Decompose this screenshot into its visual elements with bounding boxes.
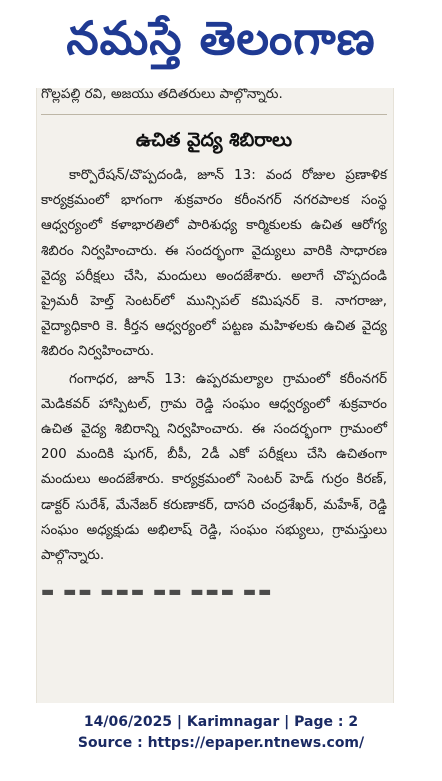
next-article-cutoff: ▬ ▬▬ ▬▬▬ ▬▬ ▬▬▬ ▬▬ — [41, 584, 274, 601]
news-clipping — [36, 88, 394, 703]
footer-date-edition: 14/06/2025 | Karimnagar | Page : 2 — [83, 714, 359, 730]
article-paragraph-2: గంగాధర, జూన్ 13: ఉప్పరమల్యాల గ్రామంలో కరీంనగర్ మెడికవర్ హాస్పిటల్, గ్రామ రెడ్డి సంఘం ఆధ్వర్యంలో శుక్రవారం ఉచిత వైద్య శిబిరాన్ని నిర్వహించారు. ఈ సందర్భంగా గ్రామంలో 200 మందికి షుగర్, బీపీ, 2డీ ఎకో పరీక్షలు చేసి ఉచితంగా మందులు అందజేశారు. కార్యక్రమంలో సెంటర్ హెడ్ గుర్రం కిరణ్, డాక్టర్ సురేశ్, మేనేజర్ కరుణాకర్, దాసరి చంద్రశేఖర్, మహేశ్, రెడ్డి సంఘం అధ్యక్షుడు అభిలాష్ రెడ్డి, సంఘం సభ్యులు, గ్రామస్తులు పాల్గొన్నారు. — [41, 370, 387, 564]
footer-source: Source : https://epaper.ntnews.com/ — [77, 735, 365, 751]
masthead-logo: నమస్తే తెలంగాణ — [66, 11, 376, 65]
previous-article-line: గొల్లపల్లి రవి, అజయు తదితరులు పాల్గొన్నారు. — [41, 88, 283, 102]
footer — [0, 712, 442, 754]
masthead — [0, 0, 442, 88]
article-paragraph-1: కార్పొరేషన్/చొప్పదండి, జూన్ 13: వంద రోజుల ప్రణాళిక కార్యక్రమంలో భాగంగా శుక్రవారం కరీంనగర్ నగరపాలక సంస్థ ఆధ్వర్యంలో కళాభారతిలో పారిశుధ్య కార్మికులకు ఉచిత ఆరోగ్య శిబిరం నిర్వహించారు. ఈ సందర్భంగా వైద్యులు వారికి సాధారణ వైద్య పరీక్షలు చేసి, మందులు అందజేశారు. అలాగే చొప్పదండి ప్రైమరీ హెల్త్ సెంటర్‌లో మున్సిపల్ కమిషనర్ కె. నాగరాజు, వైద్యాధికారి కె. కీర్తన ఆధ్వర్యంలో పట్టణ మహిళలకు ఉచిత వైద్య శిబిరం నిర్వహించారు. — [41, 167, 387, 360]
clipping-content — [37, 88, 393, 600]
separator-rule — [41, 114, 387, 115]
article-headline: ఉచిత వైద్య శిబిరాలు — [135, 129, 293, 151]
